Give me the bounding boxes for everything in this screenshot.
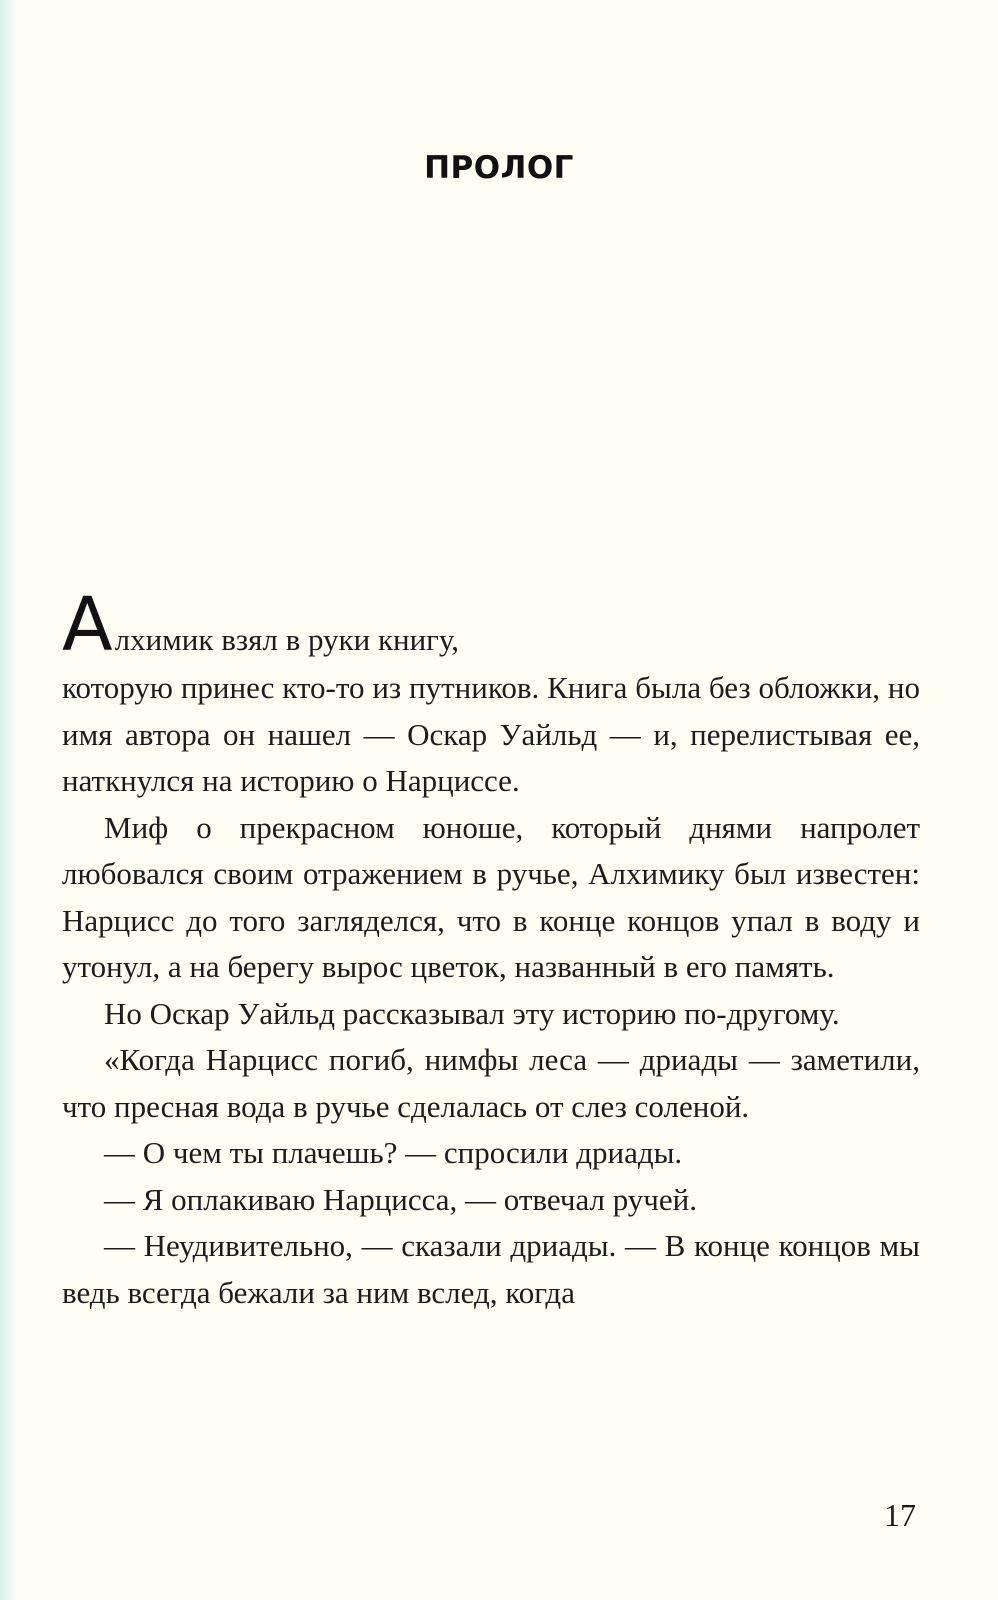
paragraph: — Я оплакиваю Нарцисса, — отвечал ручей. [104,1181,697,1217]
opening-line [62,582,920,668]
paragraph: Миф о прекрасном юноше, который днями напролет любовался своим отражением в ручье, Алхимику был известен: Нарцисс до того загляделся, что в конце концов упал в воду и утонул, а на берегу вырос цветок, названный в его память. [62,809,920,984]
paragraph: «Когда Нарцисс погиб, нимфы леса — дриады — заметили, что пресная вода в ручье сделалась от слез соленой. [62,1042,920,1124]
scan-edge-tint [0,0,18,1600]
paragraph: — О чем ты плачешь? — спросили дриады. [104,1135,683,1170]
page-number: 17 [884,1497,916,1533]
chapter-title: ПРОЛОГ [424,150,574,186]
opening-line-text: лхимик взял в руки книгу, [114,622,460,657]
paragraph: Но Оскар Уайльд рассказывал эту историю по-другому. [104,995,840,1031]
paragraph: — Неудивительно, — сказали дриады. — В конце концов мы ведь всегда бежали за ним вслед, когда [62,1228,920,1310]
drop-cap: А [62,582,113,668]
body-text [62,582,920,1316]
paragraph: которую принес кто-то из путников. Книга была без обложки, но имя автора он нашел — Оскар Уайльд — и, перелистывая ее, наткнулся на историю о Нарциссе. [62,670,920,798]
